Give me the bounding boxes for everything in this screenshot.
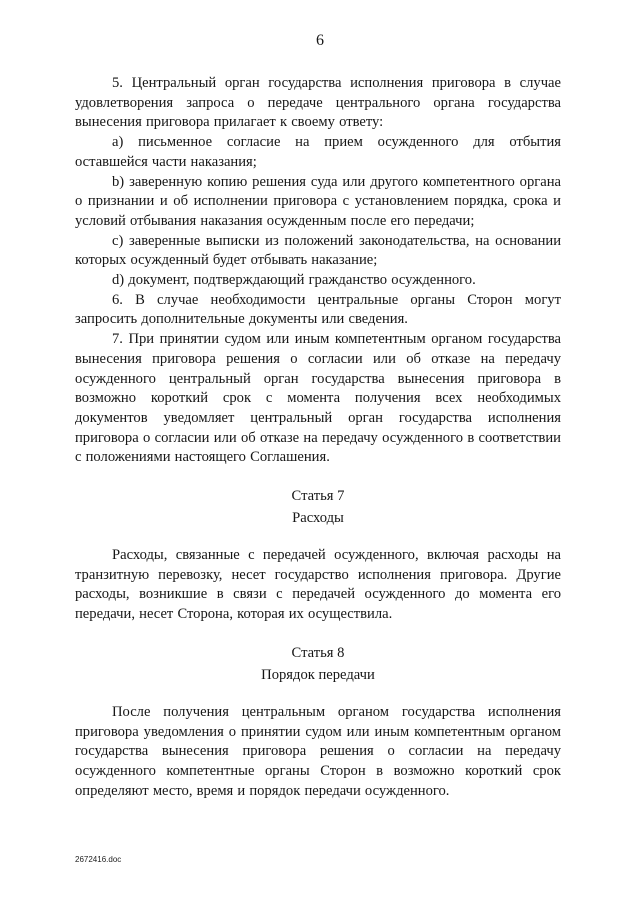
footer-filename: 2672416.doc: [75, 855, 122, 864]
article-8-text: После получения центральным органом государства исполнения приговора уведомления о принятии судом или иным компетентным органом государства вынесения приговора решения о согласии на передачу осужденного компетентные органы Сторон в возможно короткий срок определяют место, время и порядок передачи осужденного.: [75, 703, 561, 799]
article-8-title: Порядок передачи: [261, 666, 375, 683]
list-item-c: c) заверенные выписки из положений законодательства, на основании которых осужденный будет отбывать наказание;: [75, 232, 561, 269]
list-item-a: a) письменное согласие на прием осужденного для отбытия оставшейся части наказания;: [75, 134, 561, 170]
list-item-b: b) заверенную копию решения суда или другого компетентного органа о признании и об исполнении приговора с установлением порядка, срока и условий отбывания наказания осужденным после его передачи;: [75, 173, 561, 229]
page-number: 6: [316, 32, 324, 49]
article-7-text: Расходы, связанные с передачей осужденного, включая расходы на транзитную перевозку, несет государство исполнения приговора. Другие расходы, возникшие в связи с передачей осужденного до момента его передачи, несет Сторона, которая их осуществила.: [75, 547, 561, 623]
paragraph-5: 5. Центральный орган государства исполнения приговора в случае удовлетворения запроса о передаче центрального органа государства вынесения приговора прилагает к своему ответу:: [75, 75, 561, 131]
paragraph-6: 6. В случае необходимости центральные органы Сторон могут запросить дополнительные документы или сведения.: [75, 291, 561, 328]
document-body: [75, 74, 561, 801]
article-7-title: Расходы: [292, 510, 344, 527]
article-7-number: Статья 7: [291, 488, 345, 505]
article-8-number: Статья 8: [291, 644, 345, 661]
list-item-d: d) документ, подтверждающий гражданство осужденного.: [112, 272, 476, 289]
paragraph-7: 7. При принятии судом или иным компетентным органом государства вынесения приговора решения о согласии или об отказе на передачу осужденного центральный орган государства вынесения приговора в возможно короткий срок с момента получения всех необходимых документов уведомляет центральный орган государства исполнения приговора о согласии или об отказе на передачу осужденного в соответствии с положениями настоящего Соглашения.: [75, 331, 561, 466]
